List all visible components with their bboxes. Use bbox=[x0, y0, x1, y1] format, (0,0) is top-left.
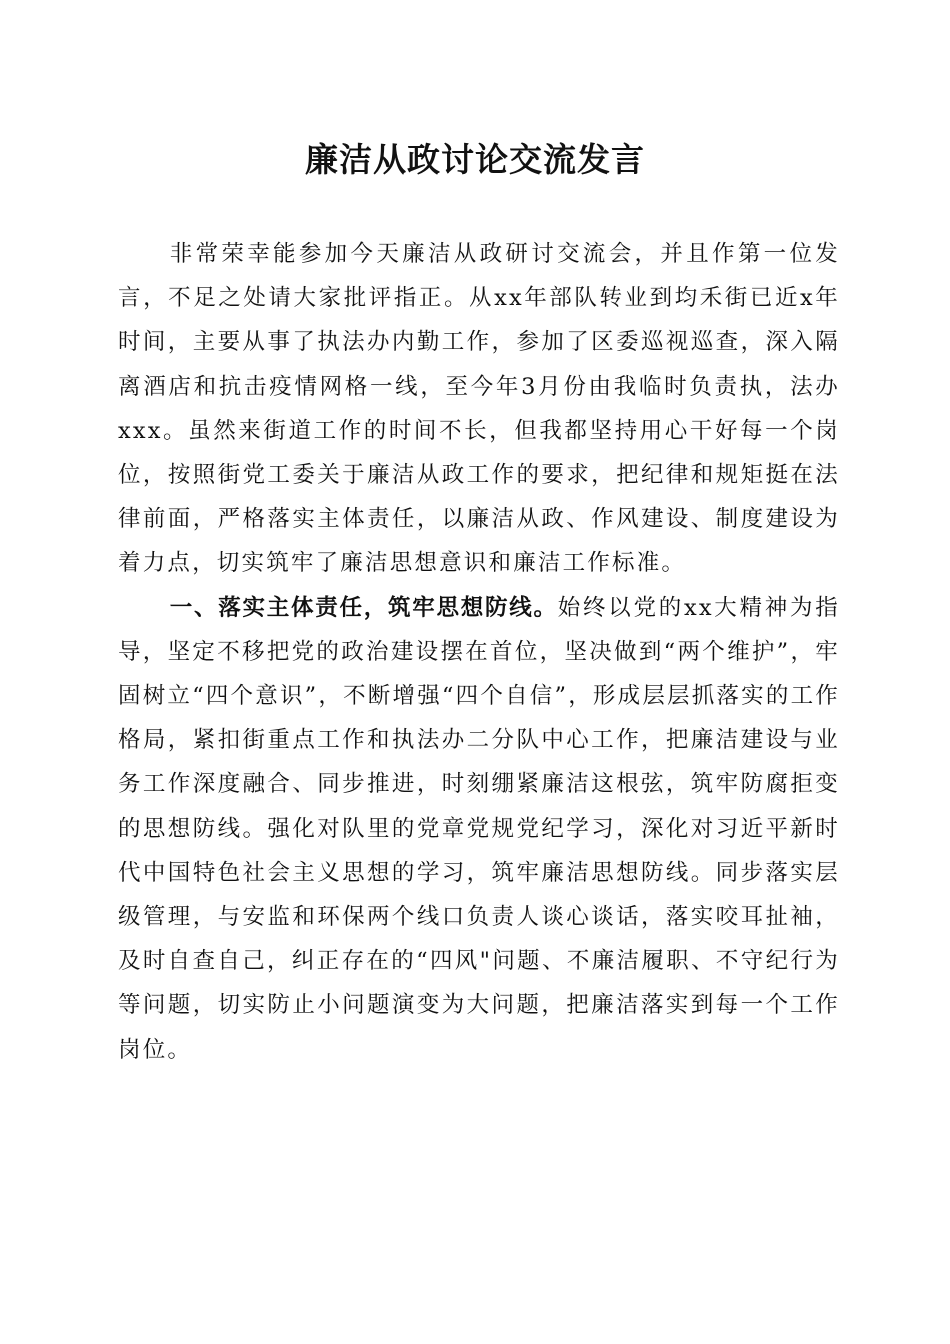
section-1-text: 始终以党的xx大精神为指导，坚定不移把党的政治建设摆在首位，坚决做到“两个维护”，牢固树立“四个意识”，不断增强“四个自信”，形成层层抓落实的工作格局，紧扣街重点工作和执法办二分队中心工作，把廉洁建设与业务工作深度融合、同步推进，时刻绷紧廉洁这根弦，筑牢防腐拒变的思想防线。强化对队里的党章党规党纪学习，深化对习近平新时代中国特色社会主义思想的学习，筑牢廉洁思想防线。同步落实层级管理，与安监和环保两个线口负责人谈心谈话，落实咬耳扯袖，及时自查自己，纠正存在的“四风"问题、不廉洁履职、不守纪行为等问题，切实防止小问题演变为大问题，把廉洁落实到每一个工作岗位。 bbox=[118, 594, 841, 1063]
section-1-heading: 一、落实主体责任，筑牢思想防线。 bbox=[169, 594, 558, 621]
paragraph-intro-text: 非常荣幸能参加今天廉洁从政研讨交流会，并且作第一位发言，不足之处请大家批评指正。从xx年部队转业到均禾街已近x年时间，主要从事了执法办内勤工作，参加了区委巡视巡查，深入隔离酒店和抗击疫情网格一线，至今年3月份由我临时负责执，法办xxx。虽然来街道工作的时间不长，但我都坚持用心干好每一个岗位，按照街党工委关于廉洁从政工作的要求，把纪律和规矩挺在法律前面，严格落实主体责任，以廉洁从政、作风建设、制度建设为着力点，切实筑牢了廉洁思想意识和廉洁工作标准。 bbox=[118, 241, 840, 577]
paragraph-intro bbox=[118, 232, 840, 586]
paragraph-section-1 bbox=[118, 586, 840, 1072]
document-body bbox=[118, 232, 840, 1072]
document-title: 廉洁从政讨论交流发言 bbox=[305, 140, 645, 179]
